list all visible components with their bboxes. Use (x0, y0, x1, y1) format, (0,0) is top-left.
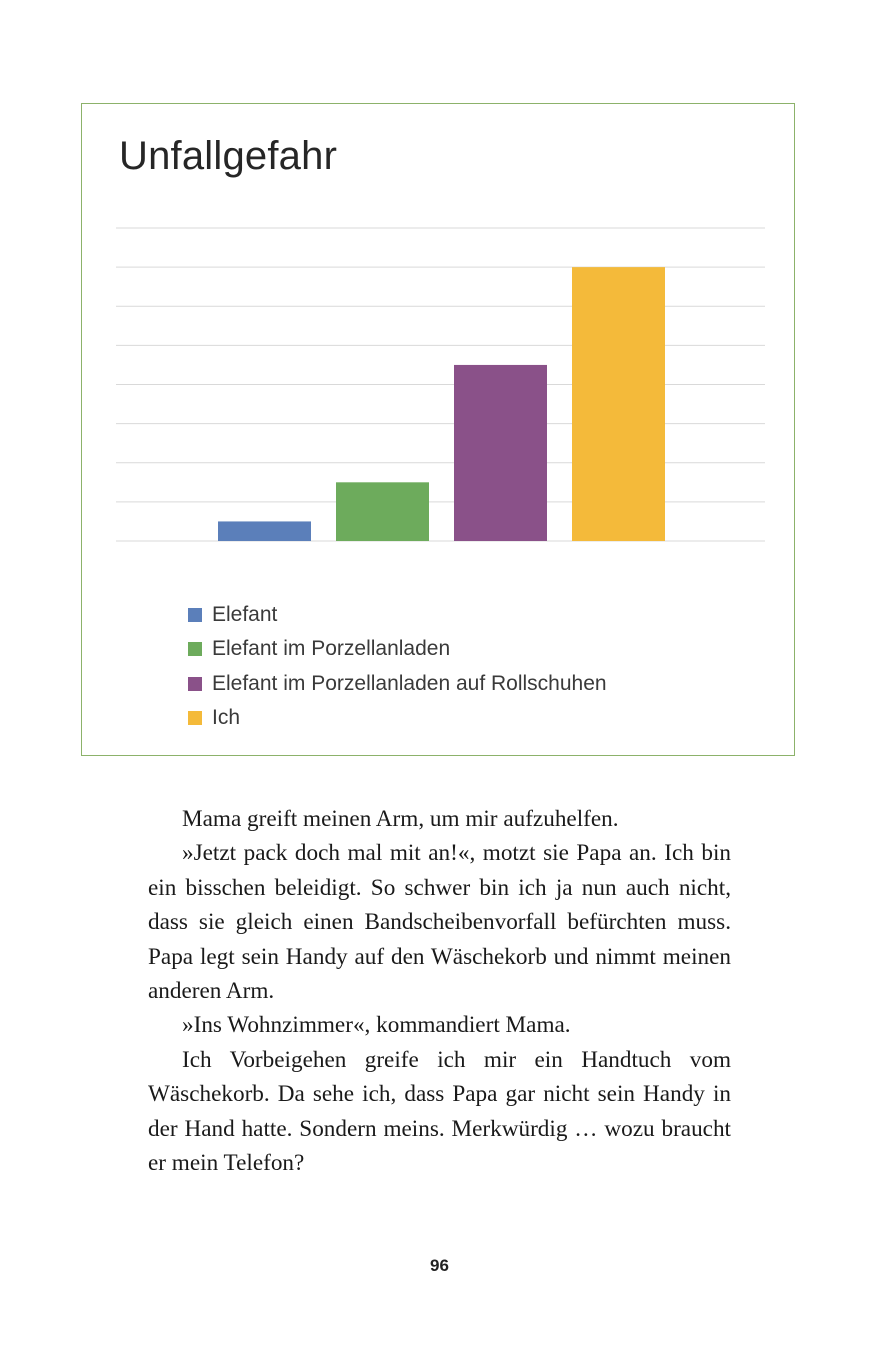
body-text (148, 802, 731, 1180)
chart-frame (81, 103, 795, 756)
chart-title: Unfallgefahr (119, 134, 338, 178)
legend-label: Elefant (212, 603, 278, 627)
chart-legend (188, 598, 607, 735)
bars (218, 267, 665, 541)
gridlines (116, 228, 765, 541)
legend-item (188, 667, 607, 701)
legend-swatch (188, 711, 202, 725)
paragraph: Ich Vorbeigehen greife ich mir ein Handtuch vom Wäschekorb. Da sehe ich, dass Papa gar nicht sein Handy in der Hand hatte. Sondern meins. Merkwürdig … wozu braucht er mein Telefon? (148, 1046, 731, 1177)
paragraph: »Jetzt pack doch mal mit an!«, motzt sie Papa an. Ich bin ein bisschen beleidigt. So schwer bin ich ja nun auch nicht, dass sie gleich einen Bandscheibenvorfall befürchten muss. Papa legt sein Handy auf den Wäschekorb und nimmt meinen anderen Arm. (148, 840, 731, 1005)
legend-item (188, 701, 607, 735)
legend-item (188, 632, 607, 666)
paragraph: »Ins Wohnzimmer«, kommandiert Mama. (182, 1012, 571, 1039)
bar (336, 482, 429, 541)
legend-swatch (188, 677, 202, 691)
bar (572, 267, 665, 541)
legend-label: Elefant im Porzellanladen (212, 637, 451, 661)
paragraph: Mama greift meinen Arm, um mir aufzuhelfen. (182, 806, 619, 832)
bar (454, 365, 547, 541)
legend-item (188, 598, 607, 632)
legend-swatch (188, 608, 202, 622)
legend-label: Ich (212, 706, 241, 730)
legend-label: Elefant im Porzellanladen auf Rollschuhen (212, 671, 607, 695)
page-number: 96 (430, 1256, 449, 1275)
legend-swatch (188, 642, 202, 656)
bar (218, 521, 311, 541)
